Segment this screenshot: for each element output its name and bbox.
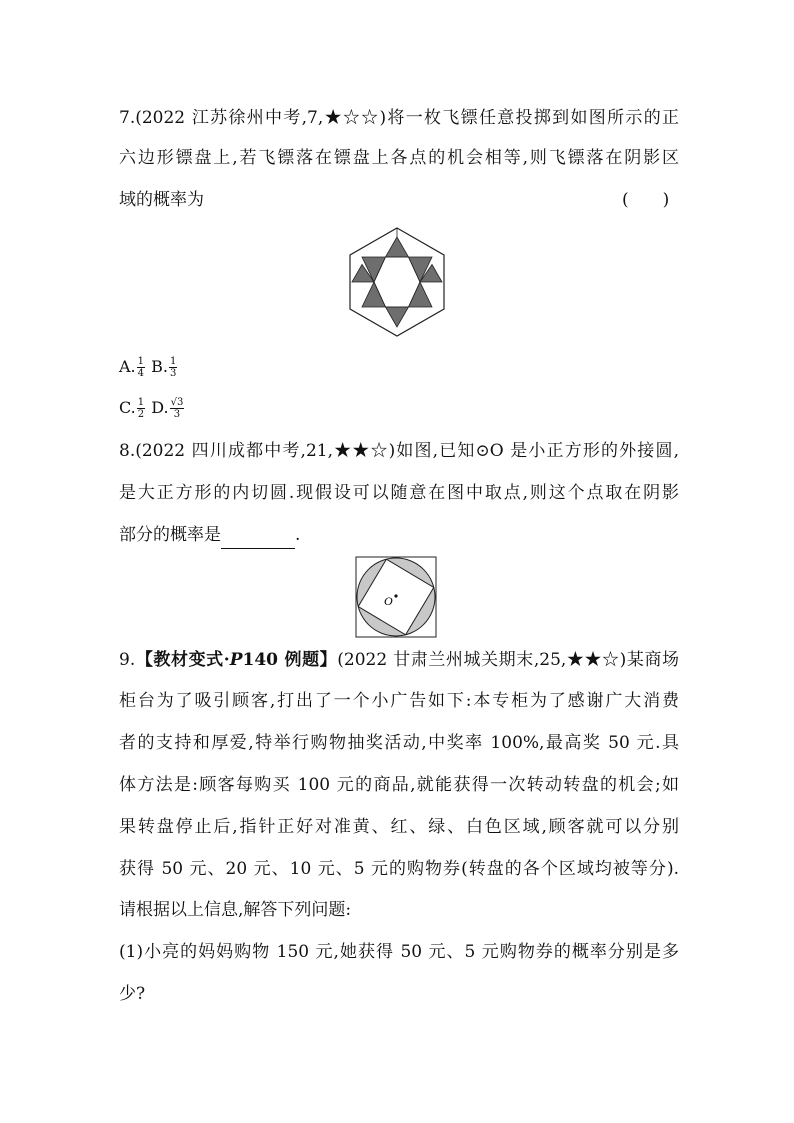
- q9-line-4: 体方法是:顾客每购买 100 元的商品,就能获得一次转动转盘的机会;如: [119, 775, 679, 795]
- q7-options-row-2: [119, 395, 185, 421]
- q9-line-6: 获得 50 元、20 元、10 元、5 元的购物券(转盘的各个区域均被等分).: [119, 859, 679, 879]
- option-d-fraction: $\frac{√3}{3}$: [170, 397, 184, 420]
- q7-answer-paren: ( ): [622, 190, 670, 210]
- q9-sub1-line-1: (1)小亮的妈妈购物 150 元,她获得 50 元、5 元购物券的概率分别是多: [119, 942, 679, 962]
- q8-line-3: [119, 521, 679, 549]
- q9-sub1-line-2: 少?: [119, 984, 146, 1004]
- q9-line-1: [119, 646, 679, 674]
- circle-squares-figure: [355, 556, 437, 638]
- q8-line-3-end: .: [295, 525, 301, 545]
- answer-blank: [221, 532, 295, 549]
- option-a-label: A.: [119, 357, 136, 376]
- option-a-fraction: $\frac{1}{4}$: [137, 356, 145, 379]
- option-b-fraction: $\frac{1}{3}$: [169, 356, 177, 379]
- option-b-label: B.: [151, 357, 168, 376]
- q9-line-7: 请根据以上信息,解答下列问题:: [119, 900, 352, 920]
- q9-tag: 【教材变式·P140 例题】: [135, 650, 338, 670]
- option-c-label: C.: [119, 398, 136, 417]
- q7-line-3: 域的概率为: [119, 190, 204, 210]
- q8-line-3-text: 部分的概率是: [119, 525, 221, 545]
- center-label: O: [384, 594, 393, 608]
- q9-number: 9.: [119, 650, 136, 670]
- q8-line-2: 是大正方形的内切圆.现假设可以随意在图中取点,则这个点取在阴影: [119, 483, 679, 503]
- q9-line-3: 者的支持和厚爱,特举行购物抽奖活动,中奖率 100%,最高奖 50 元.具: [119, 733, 679, 753]
- center-point: [394, 594, 397, 597]
- q9-line-2: 柜台为了吸引顾客,打出了一个小广告如下:本专柜为了感谢广大消费: [119, 691, 679, 711]
- q7-line-1: 7.(2022 江苏徐州中考,7,★☆☆)将一枚飞镖任意投掷到如图所示的正: [119, 108, 679, 128]
- option-c-fraction: $\frac{1}{2}$: [137, 397, 145, 420]
- q9-line-5: 果转盘停止后,指针正好对准黄、红、绿、白色区域,顾客就可以分别: [119, 817, 679, 837]
- q7-options-row-1: [119, 354, 178, 380]
- option-d-label: D.: [151, 398, 169, 417]
- q9-line-1-rest: (2022 甘肃兰州城关期末,25,★★☆)某商场: [337, 650, 680, 670]
- q7-line-2: 六边形镖盘上,若飞镖落在镖盘上各点的机会相等,则飞镖落在阴影区: [119, 148, 679, 168]
- q8-line-1: 8.(2022 四川成都中考,21,★★☆)如图,已知⊙O 是小正方形的外接圆,: [119, 441, 679, 461]
- hexagon-star-figure: [348, 226, 446, 338]
